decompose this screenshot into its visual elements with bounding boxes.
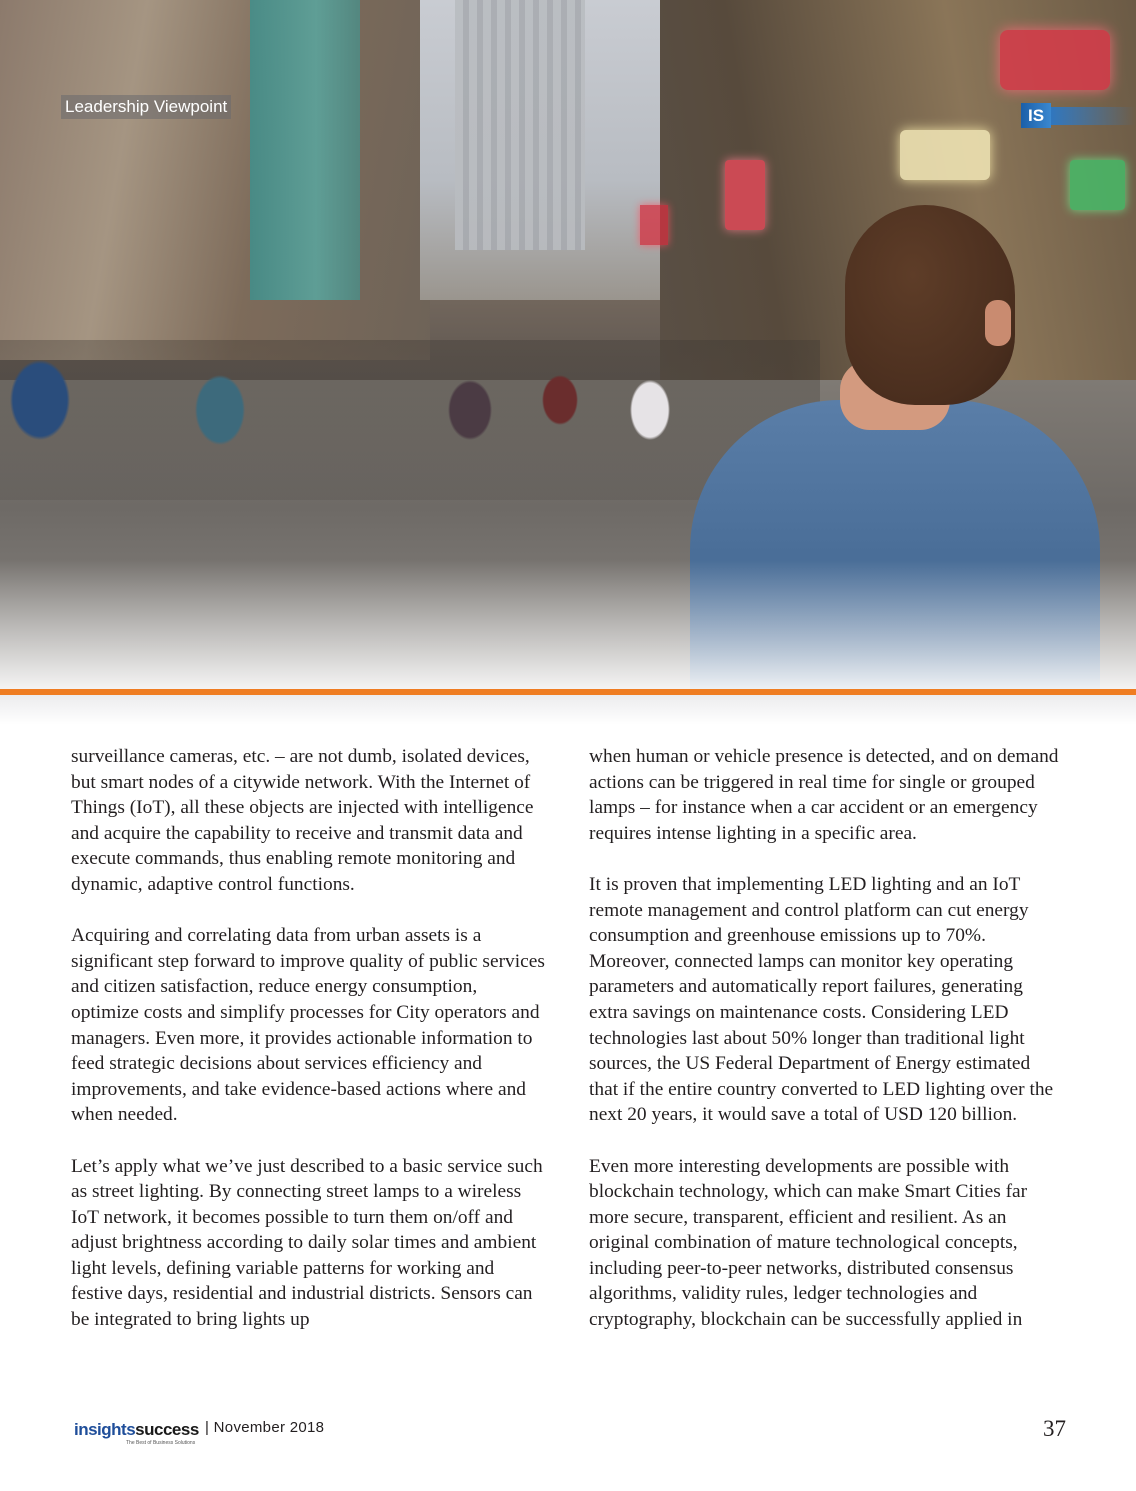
paragraph: Acquiring and correlating data from urban assets is a significant step forward to improve quality of public services and citizen satisfaction, reduce energy consumption, optimize costs and simplify processes for City operators and managers. Even more, it provides actionable information to feed strategic decisions about services efficiency and improvements, and take evidence-based actions where and when needed.: [71, 925, 545, 1126]
paragraph: It is proven that implementing LED lighting and an IoT remote management and control platform can cut energy consumption and greenhouse emissions up to 70%. Moreover, connected lamps can monitor key operating parameters and automatically report failures, generating extra savings on maintenance costs. Considering LED technologies last about 50% longer than traditional light sources, the US Federal Department of Energy estimated that if the entire country converted to LED lighting over the next 20 years, it would save a total of USD 120 billion.: [589, 873, 1054, 1126]
paragraph: surveillance cameras, etc. – are not dumb, isolated devices, but smart nodes of a citywide network. With the Internet of Things (IoT), all these objects are injected with intelligence and acquire the capability to receive and transmit data and execute commands, thus enabling remote monitoring and dynamic, adaptive control functions.: [71, 746, 534, 895]
right-column: [589, 744, 1064, 1358]
distant-tower: [455, 0, 585, 250]
neon-sign: [900, 130, 990, 180]
paragraph: when human or vehicle presence is detected, and on demand actions can be triggered in real time for single or grouped lamps – for instance when a car accident or an emergency requires intense lighting in a specific area.: [589, 746, 1059, 844]
publication-logo: [74, 1420, 199, 1446]
neon-sign: [640, 205, 668, 245]
section-tag: Leadership Viewpoint: [61, 95, 231, 119]
left-buildings: [0, 0, 430, 360]
issue-date: | November 2018: [205, 1419, 325, 1436]
left-column: [71, 744, 546, 1358]
teal-building: [250, 0, 360, 300]
man-ear: [985, 300, 1011, 346]
paragraph: Even more interesting developments are possible with blockchain technology, which can make Smart Cities far more secure, transparent, efficient and resilient. As an original combination of mature technological concepts, including peer-to-peer networks, distributed consensus algorithms, validity rules, ledger technologies and cryptography, blockchain can be successfully applied in: [589, 1155, 1028, 1331]
paragraph: Let’s apply what we’ve just described to a basic service such as street lighting. By connecting street lamps to a wireless IoT network, it becomes possible to turn them on/off and adjust brightness according to daily solar times and ambient light levels, defining variable patterns for working and festive days, residential and industrial districts. Sensors can be integrated to bring lights up: [71, 1155, 543, 1331]
footer: [0, 1410, 1136, 1450]
page-number: 37: [1043, 1416, 1066, 1441]
logo-tagline: The Best of Business Solutions: [126, 1440, 196, 1446]
logo-success: success: [135, 1420, 199, 1439]
divider-shadow: [0, 695, 1136, 725]
logo-insights: insights: [74, 1420, 136, 1439]
neon-sign: [1000, 30, 1110, 90]
photo-fade: [0, 560, 1136, 690]
crowd-and-motorbikes: [0, 340, 820, 500]
neon-sign: [725, 160, 765, 230]
neon-sign: [1070, 160, 1125, 210]
corner-mark-icon: IS: [1021, 103, 1051, 128]
corner-mark-bar: [1050, 107, 1136, 125]
